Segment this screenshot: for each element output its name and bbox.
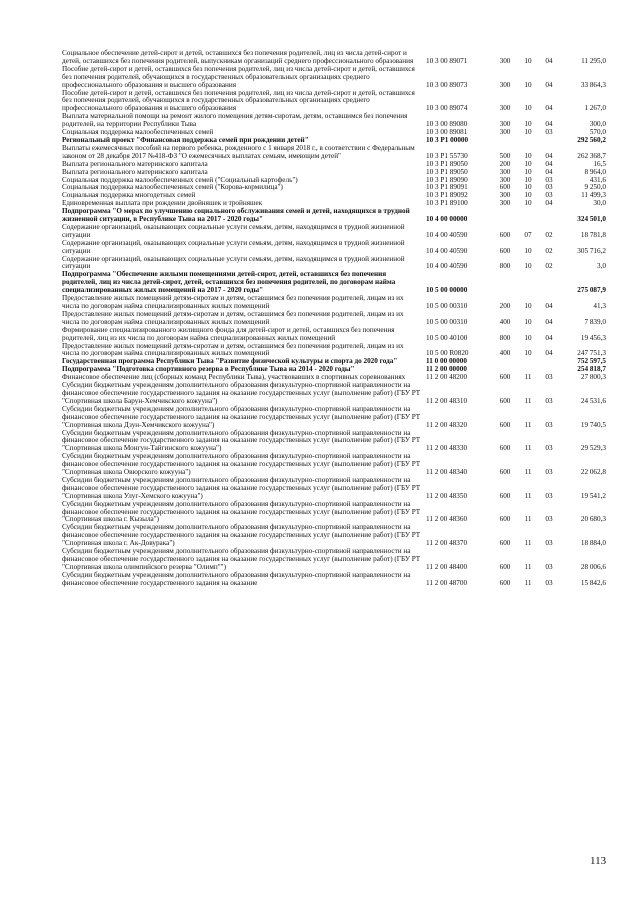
section-cell: 10 — [524, 80, 532, 89]
target-article-cell: 10 5 00 00310 — [426, 317, 468, 326]
table-row — [62, 406, 606, 430]
row-name-cell: Выплата материальной помощи на ремонт жилого помещения детям-сиротам, детям, оставшимся без попечения родителей, на территории Республики Тыва — [62, 112, 408, 129]
amount-cell: 19 541,2 — [580, 491, 606, 500]
section-cell: 10 — [524, 199, 532, 208]
amount-cell: 11 499,3 — [581, 191, 606, 200]
table-row — [62, 382, 606, 406]
expense-type-cell: 600 — [499, 468, 511, 477]
section-cell: 10 — [524, 167, 532, 176]
target-article-cell: 10 3 P1 55730 — [426, 151, 468, 160]
row-name-cell: Содержание организаций, оказывающих социальные услуги семьям, детям, находящимся в трудной жизненной ситуации — [62, 238, 405, 255]
table-row — [62, 90, 606, 114]
subsection-cell: 04 — [545, 120, 553, 129]
table-row — [62, 548, 606, 572]
section-cell: 11 — [524, 373, 532, 382]
subsection-cell: 04 — [545, 80, 553, 89]
row-name-cell: Субсидии бюджетным учреждениям дополнительного образования физкультурно-спортивной направленности на финансовое обеспечение государственного задания на оказание — [62, 570, 411, 587]
section-cell: 11 — [524, 444, 532, 453]
section-cell: 11 — [524, 491, 532, 500]
table-row — [62, 224, 606, 240]
row-name-cell: Подпрограмма "Обеспечение жилыми помещениями детей-сирот, детей, оставшихся без попечения родителей, лиц из числа детей-сирот, детей, оставшихся без попечения родителей, по договорам найма специализированных жилых помещений на 2017 - 2020 годы" — [62, 270, 396, 295]
section-cell — [518, 271, 538, 295]
expense-type-cell: 600 — [499, 420, 511, 429]
table-row — [62, 477, 606, 501]
target-article-cell: 10 4 00 00000 — [426, 215, 468, 224]
section-cell: 10 — [524, 128, 532, 137]
page-number: 113 — [590, 855, 607, 867]
section-cell: 10 — [524, 333, 532, 342]
amount-cell: 254 818,7 — [577, 365, 606, 374]
row-name-cell: Предоставление жилых помещений детям-сиротам и детям, оставшимся без попечения родителей, лицам из их числа по договорам найма специализированных жилых помещений — [62, 294, 404, 310]
row-name-cell: Государственная программа Республики Тыва "Развитие физической культуры и спорта до 2020 года" — [62, 357, 398, 366]
target-article-cell: 10 3 00 89081 — [426, 128, 468, 137]
amount-cell: 247 751,3 — [577, 349, 606, 358]
section-cell: 11 — [524, 578, 532, 587]
expense-type-cell — [492, 271, 518, 295]
row-name-cell: Выплата регионального материнского капитала — [62, 167, 208, 176]
target-article-cell: 10 4 00 40590 — [426, 246, 468, 255]
amount-cell: 20 680,3 — [580, 515, 606, 524]
section-cell: 10 — [524, 175, 532, 184]
amount-cell: 752 597,5 — [577, 357, 606, 366]
expense-type-cell: 600 — [499, 246, 511, 255]
section-cell: 10 — [524, 159, 532, 168]
row-name-cell: Подпрограмма "Подготовка спортивного резерва в Республике Тыва на 2014 - 2020 годы" — [62, 365, 355, 374]
subsection-cell: 04 — [545, 199, 553, 208]
document-page — [62, 49, 606, 588]
target-article-cell: 10 4 00 40590 — [426, 230, 468, 239]
expense-type-cell — [492, 208, 518, 224]
subsection-cell: 03 — [545, 175, 553, 184]
section-cell: 10 — [524, 120, 532, 129]
section-cell: 11 — [524, 515, 532, 524]
amount-cell: 7 839,0 — [584, 317, 606, 326]
table-row — [62, 524, 606, 548]
row-name-cell: Субсидии бюджетным учреждениям дополнительного образования физкультурно-спортивной направленности на финансовое обеспечение государственного задания на оказание государственных услуг (выполнение работ) (ГБУ РТ "Спортивная школа г. Ак-Довурака") — [62, 523, 421, 548]
table-row — [62, 501, 606, 525]
expense-type-cell: 400 — [499, 317, 511, 326]
target-article-cell: 10 5 00 00000 — [426, 286, 468, 295]
target-article-cell: 11 2 00 48320 — [426, 420, 468, 429]
subsection-cell — [538, 271, 560, 295]
table-row — [62, 50, 606, 66]
section-cell: 11 — [524, 562, 532, 571]
subsection-cell: 03 — [545, 420, 553, 429]
table-row — [62, 453, 606, 477]
row-name-cell: Выплаты ежемесячных пособий на первого ребенка, рожденного с 1 января 2018 г., в соответствии с Федеральным законом от 28 декабря 2017 №418-ФЗ "О ежемесячных выплатах семьям, имеющим детей" — [62, 143, 415, 160]
subsection-cell: 03 — [545, 562, 553, 571]
section-cell — [518, 137, 538, 145]
expense-type-cell: 300 — [499, 104, 511, 113]
budget-table-body — [62, 50, 606, 588]
subsection-cell: 04 — [545, 333, 553, 342]
target-article-cell: 11 2 00 00000 — [426, 365, 467, 374]
row-name-cell: Социальная поддержка малообеспеченных семей ("Социальный картофель") — [62, 175, 298, 184]
section-cell: 10 — [524, 104, 532, 113]
expense-type-cell: 600 — [499, 578, 511, 587]
amount-cell: 16,5 — [593, 159, 606, 168]
expense-type-cell — [492, 358, 518, 366]
expense-type-cell: 500 — [499, 151, 511, 160]
amount-cell: 431,6 — [589, 175, 606, 184]
table-row — [62, 145, 606, 161]
expense-type-cell: 600 — [499, 515, 511, 524]
target-article-cell: 11 2 00 48310 — [426, 396, 468, 405]
expense-type-cell: 200 — [499, 302, 511, 310]
expense-type-cell: 600 — [499, 562, 511, 571]
row-name-cell: Выплата регионального материнского капитала — [62, 159, 208, 168]
target-article-cell: 10 3 P1 89050 — [426, 159, 468, 168]
expense-type-cell: 800 — [499, 262, 511, 271]
subsection-cell: 03 — [545, 539, 553, 548]
target-article-cell: 10 3 P1 89091 — [426, 183, 468, 192]
section-cell — [518, 358, 538, 366]
target-article-cell: 11 2 00 48360 — [426, 515, 468, 524]
target-article-cell: 11 2 00 48200 — [426, 373, 468, 382]
subsection-cell — [538, 358, 560, 366]
subsection-cell: 04 — [545, 56, 553, 65]
target-article-cell: 11 2 00 48350 — [426, 491, 468, 500]
target-article-cell: 11 2 00 48330 — [426, 444, 468, 453]
row-name-cell: Предоставление жилых помещений детям-сиротам и детям, оставшимся без попечения родителей, лицам из их числа по договорам найма специализированных жилых помещений — [62, 341, 404, 358]
section-cell: 11 — [524, 396, 532, 405]
row-name-cell: Субсидии бюджетным учреждениям дополнительного образования физкультурно-спортивной направленности на финансовое обеспечение государственного задания на оказание государственных услуг (выполнение работ) (ГБУ РТ "Спортивная школа Монгун-Тайгинского кожууна") — [62, 428, 421, 453]
expense-type-cell: 400 — [499, 349, 511, 358]
subsection-cell — [538, 208, 560, 224]
section-cell — [518, 208, 538, 224]
row-name-cell: Региональный проект "Финансовая поддержка семей при рождении детей" — [62, 135, 309, 144]
section-cell: 10 — [524, 302, 532, 310]
row-name-cell: Субсидии бюджетным учреждениям дополнительного образования физкультурно-спортивной направленности на финансовое обеспечение государственного задания на оказание государственных услуг (выполнение работ) (ГБУ РТ "Спортивная школа Дзун-Хемчикского кожууна") — [62, 404, 421, 429]
row-name-cell: Пособие детей-сирот и детей, оставшихся без попечения родителей, лиц из числа детей-сирот и детей, оставшихся без попечения родителей, обучающихся в государственных образовательных организациях среднего профессионального образования и высшего образования — [62, 64, 415, 89]
row-name-cell: Предоставление жилых помещений детям-сиротам и детям, оставшимся без попечения родителей, лицам из их числа по договорам найма специализированных жилых помещений — [62, 309, 404, 326]
target-article-cell: 11 2 00 48400 — [426, 562, 468, 571]
row-name-cell: Содержание организаций, оказывающих социальные услуги семьям, детям, находящимся в трудной жизненной ситуации — [62, 222, 405, 239]
row-name-cell: Субсидии бюджетным учреждениям дополнительного образования физкультурно-спортивной направленности на финансовое обеспечение государственного задания на оказание государственных услуг (выполнение работ) (ГБУ РТ "Спортивная школа Овюрского кожууна") — [62, 452, 421, 477]
target-article-cell: 10 3 00 89080 — [426, 120, 468, 129]
target-article-cell: 10 3 P1 00000 — [426, 135, 469, 144]
subsection-cell: 03 — [545, 468, 553, 477]
subsection-cell: 03 — [545, 396, 553, 405]
amount-cell: 30,0 — [593, 199, 606, 208]
row-name-cell: Субсидии бюджетным учреждениям дополнительного образования физкультурно-спортивной направленности на финансовое обеспечение государственного задания на оказание государственных услуг (выполнение работ) (ГБУ РТ "Спортивная школа олимпийского резерва "Олимп"") — [62, 547, 421, 571]
subsection-cell: 04 — [545, 159, 553, 168]
amount-cell: 262 368,7 — [577, 151, 606, 160]
expense-type-cell: 800 — [499, 333, 511, 342]
row-name-cell: Формирование специализированного жилищного фонда для детей-сирот и детей, оставшихся без попечения родителей, лиц из их числа по договорам найма специализированных жилых помещений — [62, 325, 395, 342]
row-name-cell: Содержание организаций, оказывающих социальные услуги семьям, детям, находящимся в трудной жизненной ситуации — [62, 254, 405, 271]
subsection-cell: 02 — [545, 262, 553, 271]
amount-cell: 41,3 — [593, 302, 606, 310]
table-row — [62, 271, 606, 295]
target-article-cell: 10 3 P1 89092 — [426, 191, 468, 200]
section-cell: 10 — [524, 56, 532, 65]
amount-cell: 324 501,0 — [577, 215, 606, 224]
table-row — [62, 343, 606, 359]
expense-type-cell: 600 — [499, 230, 511, 239]
subsection-cell: 04 — [545, 302, 553, 310]
subsection-cell: 02 — [545, 230, 553, 239]
subsection-cell: 03 — [545, 578, 553, 587]
expense-type-cell: 300 — [499, 199, 511, 208]
section-cell: 10 — [524, 191, 532, 200]
section-cell: 10 — [524, 349, 532, 358]
table-row — [62, 113, 606, 129]
amount-cell: 300,0 — [589, 120, 606, 129]
amount-cell: 19 740,5 — [580, 420, 606, 429]
table-row — [62, 208, 606, 224]
table-row — [62, 327, 606, 343]
row-name-cell: Подпрограмма "О мерах по улучшению социального обслуживания семей и детей, находящихся в трудной жизненной ситуации, в Республике Тыва на 2017 - 2020 годы" — [62, 207, 410, 224]
amount-cell: 29 529,3 — [580, 444, 606, 453]
amount-cell: 3,0 — [597, 262, 606, 271]
subsection-cell — [538, 137, 560, 145]
target-article-cell: 10 3 P1 89050 — [426, 167, 468, 176]
expense-type-cell: 600 — [499, 373, 511, 382]
subsection-cell: 02 — [545, 246, 553, 255]
section-cell: 10 — [524, 262, 532, 271]
amount-cell: 292 560,2 — [577, 135, 606, 144]
expense-type-cell: 300 — [499, 167, 511, 176]
expense-type-cell: 300 — [499, 128, 511, 137]
subsection-cell: 03 — [545, 515, 553, 524]
target-article-cell: 10 4 00 40590 — [426, 262, 468, 271]
row-name-cell: Социальная поддержка малообеспеченных семей ("Корова-кормилица") — [62, 183, 283, 192]
target-article-cell: 11 2 00 48700 — [426, 578, 468, 587]
table-row — [62, 430, 606, 454]
table-row — [62, 66, 606, 90]
amount-cell: 18 884,0 — [580, 539, 606, 548]
subsection-cell: 03 — [545, 183, 553, 192]
amount-cell: 8 964,0 — [584, 167, 606, 176]
row-name-cell: Социальная поддержка малообеспеченных семей — [62, 128, 214, 137]
expense-type-cell: 300 — [499, 120, 511, 129]
amount-cell: 15 842,6 — [580, 578, 606, 587]
target-article-cell: 11 2 00 48370 — [426, 539, 468, 548]
amount-cell: 18 781,8 — [580, 230, 606, 239]
target-article-cell: 10 5 00 R0820 — [426, 349, 469, 358]
table-row — [62, 256, 606, 272]
expense-type-cell: 200 — [499, 159, 511, 168]
row-name-cell: Финансовое обеспечение лиц (сборных команд Республики Тыва), участвовавших в спортивных соревнованиях — [62, 373, 406, 382]
amount-cell: 305 716,2 — [577, 246, 606, 255]
section-cell: 10 — [524, 246, 532, 255]
expense-type-cell: 300 — [499, 191, 511, 200]
row-name-cell: Субсидии бюджетным учреждениям дополнительного образования физкультурно-спортивной направленности на финансовое обеспечение государственного задания на оказание государственных услуг (выполнение работ) (ГБУ РТ "Спортивная школа г. Кызыла") — [62, 499, 421, 524]
budget-table — [62, 50, 606, 588]
section-cell: 10 — [524, 151, 532, 160]
expense-type-cell — [492, 137, 518, 145]
subsection-cell: 04 — [545, 104, 553, 113]
amount-cell: 275 087,9 — [577, 286, 606, 295]
expense-type-cell: 600 — [499, 183, 511, 192]
target-article-cell: 10 5 00 00310 — [426, 302, 468, 310]
target-article-cell: 10 3 P1 89100 — [426, 199, 468, 208]
subsection-cell: 04 — [545, 317, 553, 326]
row-name-cell: Пособие детей-сирот и детей, оставшихся без попечения родителей, лиц из числа детей-сирот и детей, оставшихся без попечения родителей, обучающихся в государственных образовательных организациях среднего профессионального образования и высшего образования — [62, 88, 415, 113]
amount-cell: 9 250,0 — [584, 183, 606, 192]
section-cell: 11 — [524, 539, 532, 548]
subsection-cell: 03 — [545, 128, 553, 137]
subsection-cell: 03 — [545, 191, 553, 200]
subsection-cell: 03 — [545, 444, 553, 453]
table-row — [62, 311, 606, 327]
row-name-cell: Социальная поддержка многодетных семей — [62, 191, 196, 200]
expense-type-cell: 600 — [499, 491, 511, 500]
row-name-cell: Социальное обеспечение детей-сирот и детей, оставшихся без попечения родителей, лиц из числа детей-сирот и детей, оставшихся без попечения родителей, выпускникам организаций среднего профессионального образования — [62, 49, 414, 65]
section-cell: 07 — [524, 230, 532, 239]
table-row — [62, 572, 606, 588]
expense-type-cell: 600 — [499, 396, 511, 405]
expense-type-cell: 300 — [499, 56, 511, 65]
section-cell: 10 — [524, 183, 532, 192]
subsection-cell: 03 — [545, 373, 553, 382]
amount-cell: 27 800,3 — [580, 373, 606, 382]
section-cell: 10 — [524, 317, 532, 326]
amount-cell: 22 062,8 — [580, 468, 606, 477]
table-row — [62, 295, 606, 311]
amount-cell: 11 295,0 — [581, 56, 606, 65]
target-article-cell: 11 2 00 48340 — [426, 468, 468, 477]
amount-cell: 570,0 — [589, 128, 606, 137]
target-article-cell: 11 0 00 00000 — [426, 357, 467, 366]
expense-type-cell: 600 — [499, 539, 511, 548]
section-cell: 11 — [524, 468, 532, 477]
subsection-cell: 04 — [545, 151, 553, 160]
expense-type-cell: 300 — [499, 80, 511, 89]
target-article-cell: 10 5 00 40100 — [426, 333, 468, 342]
row-name-cell: Субсидии бюджетным учреждениям дополнительного образования физкультурно-спортивной направленности на финансовое обеспечение государственного задания на оказание государственных услуг (выполнение работ) (ГБУ РТ "Спортивная школа Барун-Хемчикского кожууна") — [62, 381, 421, 405]
table-row — [62, 240, 606, 256]
amount-cell: 28 006,6 — [580, 562, 606, 571]
subsection-cell: 03 — [545, 491, 553, 500]
amount-cell: 33 864,3 — [580, 80, 606, 89]
amount-cell: 24 531,6 — [580, 396, 606, 405]
target-article-cell: 10 3 P1 89090 — [426, 175, 468, 184]
target-article-cell: 10 3 00 89074 — [426, 104, 468, 113]
expense-type-cell: 300 — [499, 175, 511, 184]
target-article-cell: 10 3 00 89071 — [426, 56, 468, 65]
amount-cell: 1 267,0 — [584, 104, 606, 113]
target-article-cell: 10 3 00 89073 — [426, 80, 468, 89]
row-name-cell: Субсидии бюджетным учреждениям дополнительного образования физкультурно-спортивной направленности на финансовое обеспечение государственного задания на оказание государственных услуг (выполнение работ) (ГБУ РТ "Спортивная школа Улуг-Хемского кожууна") — [62, 475, 421, 500]
subsection-cell: 04 — [545, 349, 553, 358]
expense-type-cell: 600 — [499, 444, 511, 453]
amount-cell: 19 456,3 — [580, 333, 606, 342]
section-cell: 11 — [524, 420, 532, 429]
subsection-cell: 04 — [545, 167, 553, 176]
row-name-cell: Единовременная выплата при рождении двойняшек и тройняшек — [62, 199, 263, 208]
